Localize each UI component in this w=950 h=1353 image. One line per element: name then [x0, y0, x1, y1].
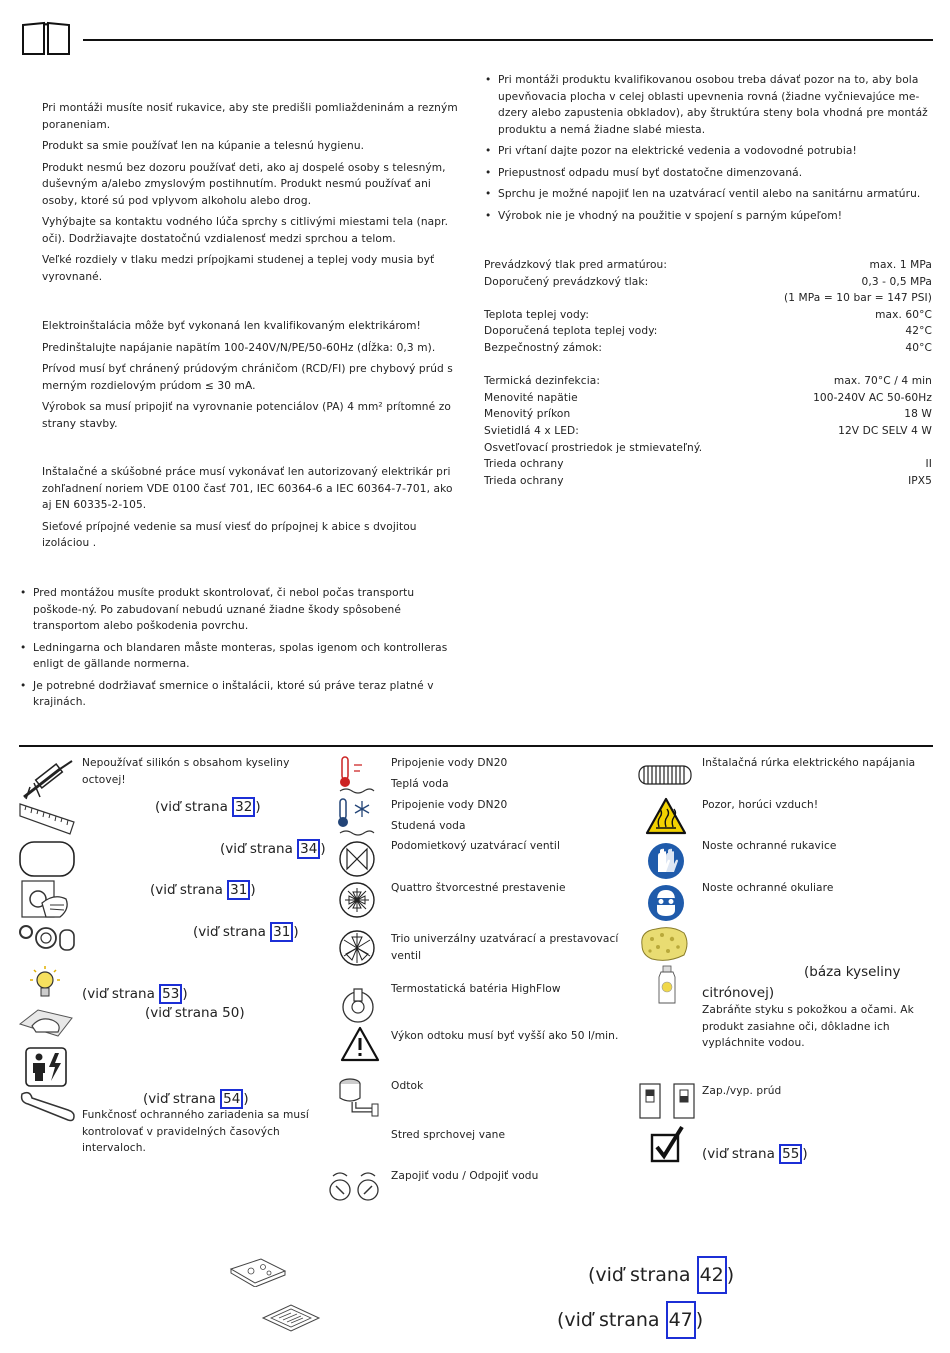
spec-label: Termická dezinfekcia: — [484, 375, 601, 388]
spec-row — [484, 323, 932, 340]
page-ref-large[interactable] — [557, 1301, 703, 1339]
thermostat-icon — [340, 985, 376, 1025]
conduit-icon — [638, 764, 692, 786]
spec-value: II — [925, 458, 932, 471]
ref-text: ) — [182, 986, 188, 1002]
ref-text: ) — [726, 1264, 735, 1286]
page-ref[interactable] — [220, 839, 326, 859]
ref-text: (viď strana — [220, 841, 298, 857]
spec-label: Menovitý príkon — [484, 408, 571, 421]
list-item: • Pri vŕtaní dajte pozor na elektrické vedenia a vodovodné potrubia! — [484, 143, 932, 160]
spec-label: Svietidlá 4 x LED: — [484, 424, 579, 437]
checkbox-check-icon — [650, 1125, 686, 1165]
page-link[interactable]: 31 — [227, 880, 250, 900]
tray-center-label: Stred sprchovej vane — [391, 1129, 506, 1141]
list-item: • Priepustnosť odpadu musí byť dostatočne dimenzovaná. — [484, 165, 932, 182]
page-ref[interactable] — [193, 922, 299, 942]
page-link[interactable]: 32 — [232, 797, 255, 817]
safety-text: Produkt sa smie používať len na kúpanie a telesnú hygienu. — [42, 140, 365, 152]
safety-text: Veľké rozdiely v tlaku medzi prípojkami studenej a teplej vody musia byť vyrovnané. — [42, 254, 435, 283]
safety-section — [42, 100, 464, 290]
spec-value: 100-240V AC 50-60Hz — [813, 391, 932, 404]
spec-row — [484, 290, 932, 307]
hot-connection-label: Pripojenie vody DN20 — [391, 757, 508, 769]
shutoff-valve-icon — [338, 840, 376, 878]
spec-label: Menovité napätie — [484, 391, 578, 404]
ref-text: (viď strana — [193, 924, 271, 940]
spec-row — [484, 373, 932, 390]
spec-value: 0,3 - 0,5 MPa — [861, 275, 932, 288]
warning-triangle-icon — [340, 1026, 380, 1062]
spec-row — [484, 307, 932, 324]
spec-label: Trieda ochrany — [484, 474, 564, 487]
list-item: • Je potrebné dodržiavať smernice o inštalácii, ktoré sú práve teraz platné v krajinách. — [19, 678, 464, 711]
product-body-icon — [227, 1257, 289, 1287]
quattro-diverter-icon — [338, 881, 376, 919]
hot-water-icon — [336, 755, 376, 795]
wrench-icon — [18, 1090, 76, 1124]
silicone-gun-icon — [20, 757, 76, 801]
mounting-bullets — [484, 72, 932, 229]
spec-value: max. 70°C / 4 min — [833, 375, 932, 388]
spec-label: Teplota teplej vody: — [484, 308, 590, 321]
electrical-section — [42, 318, 464, 437]
installation-text: Sieťové prípojné vedenie sa musí viesť do prípojnej k abice s dvojitou izoláciou . — [42, 520, 417, 549]
ref-text: (viď strana — [588, 1264, 697, 1286]
power-label: Zap./vyp. prúd — [702, 1085, 782, 1097]
safety-text: Vyhýbajte sa kontaktu vodného lúča sprchy s citlivými miestami tela (napr. oči). Dodržiavajte dostatočnú vzdialenosť medzi sprchou a telom. — [42, 216, 449, 245]
list-item: • Ledningarna och blandaren måste monteras, spolas igenom och kontrolleras enligt de gällande normerna. — [19, 640, 464, 673]
page-link[interactable]: 54 — [220, 1089, 243, 1109]
page-link[interactable]: 34 — [297, 839, 320, 859]
page-ref[interactable] — [143, 1089, 249, 1109]
spec-value: (1 MPa = 10 bar = 147 PSI) — [784, 292, 932, 305]
spec-table — [484, 257, 932, 489]
list-item: • Pred montážou musíte produkt skontrolovať, či nebol počas transportu poškode-ný. Po zabudovaní nebudú uznané žiadne škody spôsobené transportom alebo poškodenia povrchu. — [19, 585, 464, 635]
conduit-label: Inštalačná rúrka elektrického napájania — [702, 757, 916, 769]
gloves-label: Noste ochranné rukavice — [702, 840, 837, 852]
installation-section — [42, 464, 464, 557]
shutoff-valve-label: Podomietkový uzatvárací ventil — [391, 840, 560, 852]
open-book-icon — [20, 20, 72, 58]
cold-connection-label: Pripojenie vody DN20 — [391, 799, 508, 811]
list-item: • Sprchu je možné napojiť len na uzatvárací ventil alebo na sanitárnu armatúru. — [484, 186, 932, 203]
installation-text: Inštalačné a skúšobné práce musí vykonávať len autorizovaný elektrikár pri zohľadnení noriem VDE 0100 časť 701, IEC 60364-6 a IEC 60364-7-701, ako aj EN 60335-2-105. — [42, 466, 453, 511]
ref-text: ) — [255, 799, 261, 815]
page-ref[interactable] — [155, 797, 261, 817]
cold-connection — [391, 797, 621, 834]
spec-row — [484, 456, 932, 473]
electrician-icon — [25, 1047, 67, 1087]
spec-value: IPX5 — [908, 474, 932, 487]
spec-row — [484, 257, 932, 274]
spec-label: Prevádzkový tlak pred armatúrou: — [484, 259, 668, 271]
electrical-text: Predinštalujte napájanie napätím 100-240V/N/PE/50-60Hz (dĺžka: 0,3 m). — [42, 341, 436, 354]
cold-water-icon — [336, 797, 376, 837]
trio-valve-icon — [338, 929, 376, 967]
spec-row — [484, 340, 932, 357]
hot-air-icon — [645, 797, 687, 835]
hot-water-label: Teplá voda — [391, 777, 449, 790]
fittings-icon — [18, 922, 76, 956]
goggles-label: Noste ochranné okuliare — [702, 882, 834, 894]
spec-row — [484, 390, 932, 407]
water-on-off-label: Zapojiť vodu / Odpojiť vodu — [391, 1170, 539, 1182]
spec-label: Doporučený prevádzkový tlak: — [484, 275, 649, 288]
list-item: • Pri montáži produktu kvalifikovanou osobou treba dávať pozor na to, aby bola upevňovacia plocha v celej oblasti upevnenia rovná (žiadne vyčnievajúce me-dzery alebo zapustenia obkladov), aby štruktúra steny bola vhodná pre montáž produktu a nemá žiadne slabé miesta. — [484, 72, 932, 138]
book-icon — [20, 20, 72, 58]
ref-text: (viď strana — [702, 1146, 780, 1162]
electrical-text: Elektroinštalácia môže byť vykonaná len kvalifikovaným elektrikárom! — [42, 320, 421, 332]
spec-row — [484, 406, 932, 423]
quattro-label: Quattro štvorcestné prestavenie — [391, 882, 566, 894]
drain-icon — [334, 1076, 380, 1118]
page-ref[interactable] — [150, 880, 256, 900]
spec-label: Doporučená teplota teplej vody: — [484, 325, 658, 338]
spec-value: 12V DC SELV 4 W — [838, 424, 932, 437]
page-link[interactable]: 53 — [159, 984, 182, 1004]
spec-value: max. 1 MPa — [869, 259, 932, 271]
cleaning-hand-icon — [18, 1008, 74, 1038]
power-switch-icon — [638, 1082, 698, 1122]
maintenance-text: Funkčnosť ochranného zariadenia sa musí kontrolovať v pravidelných časových intervaloch. — [82, 1109, 309, 1154]
header-rule — [83, 39, 933, 41]
electrical-text: Výrobok sa musí pripojiť na vyrovnanie potenciálov (PA) 4 mm² prítomné zo strany stavby. — [42, 401, 451, 430]
page-link[interactable]: 47 — [666, 1301, 696, 1339]
ref-text: ) — [320, 841, 326, 857]
spec-row — [484, 440, 932, 457]
goggles-icon — [647, 884, 685, 922]
ref-text: (viď strana — [155, 799, 233, 815]
acid-warning: Zabráňte styku s pokožkou a očami. Ak produkt zasiahne oči, dôkladne ich vypláchnite vodou. — [702, 1004, 914, 1049]
seal-template-icon — [18, 840, 76, 878]
ref-text: (viď strana — [82, 986, 160, 1002]
ref-text: (viď strana — [143, 1091, 221, 1107]
spec-value: max. 60°C — [875, 308, 932, 321]
safety-text: Produkt nesmú bez dozoru používať deti, ako aj dospelé osoby s telesným, duševným a/alebo zmyslovým postihnutím. Produkt nesmú používať ani osoby, ktoré sú pod vplyvom alkoholu alebo drog. — [42, 161, 446, 207]
thermostat-label: Termostatická batéria HighFlow — [391, 983, 561, 995]
spec-value: 40°C — [905, 341, 932, 354]
water-on-off-icon — [327, 1170, 383, 1204]
silicone-warning: Nepoužívať silikón s obsahom kyseliny octovej! — [82, 757, 290, 786]
ref-text: ) — [250, 882, 256, 898]
ref-text: ) — [243, 1091, 249, 1107]
electrical-text: Prívod musí byť chránený prúdovým chráničom (RCD/FI) pre chybový prúd s merným rozdielovým prúdom ≤ 30 mA. — [42, 363, 453, 392]
spec-label: Osvetľovací prostriedok je stmievateľný. — [484, 441, 703, 454]
spec-label: Bezpečnostný zámok: — [484, 341, 603, 354]
list-item: • Výrobok nie je vhodný na použitie v spojení s parným kúpeľom! — [484, 208, 932, 225]
page-link[interactable]: 42 — [697, 1256, 727, 1294]
page-ref[interactable] — [702, 1144, 808, 1164]
gloves-icon — [647, 842, 685, 880]
citric-acid-bottle-icon — [656, 965, 678, 1005]
page-ref[interactable] — [82, 984, 188, 1004]
sponge-icon — [638, 925, 690, 963]
ref-text: (viď strana — [150, 882, 228, 898]
spec-label: Trieda ochrany — [484, 458, 564, 471]
trio-label: Trio univerzálny uzatvárací a prestavovací ventil — [391, 933, 619, 962]
spec-row — [484, 274, 932, 291]
spec-row — [484, 473, 932, 490]
cold-water-label: Studená voda — [391, 819, 466, 832]
spec-value: 42°C — [905, 325, 932, 338]
transport-bullets — [19, 585, 464, 716]
hot-connection — [391, 755, 621, 792]
page-link[interactable]: 31 — [270, 922, 293, 942]
legend-rule — [19, 745, 933, 747]
safety-text: Pri montáži musíte nosiť rukavice, aby ste predišli pomliaždeninám a rezným poraneniam. — [42, 102, 458, 131]
spec-row — [484, 423, 932, 440]
ref-text: ) — [802, 1146, 808, 1162]
ruler-icon — [18, 800, 76, 836]
spec-value: 18 W — [904, 408, 932, 421]
light-bulb-icon — [28, 964, 62, 1004]
page-ref-50: (viď strana 50) — [145, 1005, 245, 1021]
ref-text: ) — [293, 924, 299, 940]
drain-flow-warning: Výkon odtoku musí byť vyšší ako 50 l/min. — [391, 1030, 619, 1042]
drain-label: Odtok — [391, 1080, 424, 1092]
ref-text: (viď strana — [557, 1309, 666, 1331]
citric-acid-base: (báza kyseliny citrónovej) — [702, 964, 901, 1001]
page-link[interactable]: 55 — [779, 1144, 802, 1164]
hand-valve-icon — [20, 879, 72, 921]
hot-air-label: Pozor, horúci vzduch! — [702, 799, 819, 811]
drain-plate-icon — [261, 1303, 321, 1333]
page-ref-large[interactable] — [588, 1256, 734, 1294]
ref-text: ) — [695, 1309, 704, 1331]
